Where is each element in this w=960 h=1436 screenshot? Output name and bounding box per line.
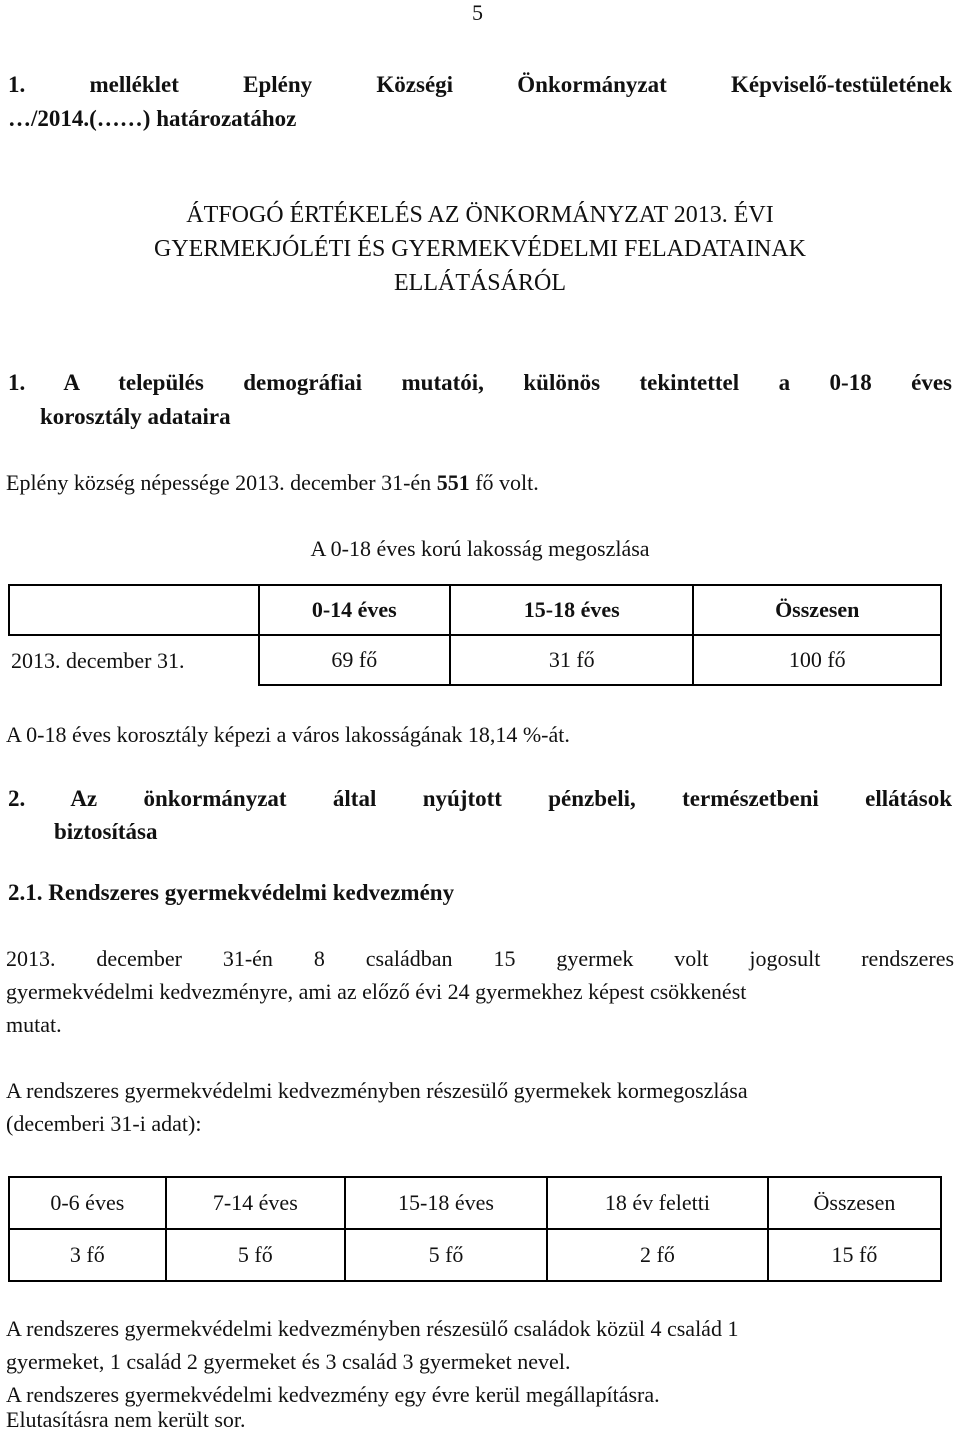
paragraph-3-line-1: A rendszeres gyermekvédelmi kedvezményben részesülő családok közül 4 család 1 [6, 1316, 739, 1341]
section-2-heading-line-2: biztosítása [54, 819, 158, 844]
population-value: 551 [436, 470, 470, 495]
paragraph-5: Elutasításra nem került sor. [6, 1407, 246, 1432]
heading-word: ellátások [865, 786, 952, 811]
table-cell: 15 fő [768, 1229, 941, 1281]
table-header-cell: 18 év feletti [547, 1177, 768, 1229]
table-row-label: 2013. december 31. [11, 647, 185, 673]
paragraph-word: rendszeres [861, 946, 955, 971]
table-row [9, 635, 941, 685]
attachment-line-2: …/2014.(……) határozatához [8, 106, 297, 131]
table-cell: 2 fő [547, 1229, 768, 1281]
table-header-cell: 15-18 éves [345, 1177, 547, 1229]
paragraph-word: volt [674, 946, 709, 971]
heading-word: nyújtott [422, 786, 502, 811]
attachment-word: 1. [8, 72, 26, 97]
paragraph-word: december [96, 946, 182, 971]
age-table-caption: A 0-18 éves korú lakosság megoszlása [310, 536, 650, 561]
heading-word: éves [911, 370, 953, 395]
table-header-cell: Összesen [768, 1177, 941, 1229]
page-number: 5 [472, 0, 483, 25]
paragraph-word: 8 [313, 946, 325, 971]
paragraph-word: 31-én [222, 946, 273, 971]
document-title-line-2: GYERMEKJÓLÉTI ÉS GYERMEKVÉDELMI FELADATAINAK [153, 236, 807, 262]
heading-word: demográfiai [243, 370, 363, 395]
table-cell: 3 fő [9, 1229, 166, 1281]
heading-word: különös [523, 370, 601, 395]
attachment-word: Eplény [243, 72, 313, 97]
paragraph-3-line-2: gyermeket, 1 család 2 gyermeket és 3 család 3 gyermeket nevel. [6, 1349, 571, 1374]
heading-word: tekintettel [639, 370, 740, 395]
population-text-pre: Eplény község népessége 2013. december 31-én [6, 470, 437, 495]
table-cell: 5 fő [345, 1229, 547, 1281]
table-header-cell: 0-6 éves [9, 1177, 166, 1229]
paragraph-word: 15 [493, 946, 516, 971]
paragraph-word: családban [365, 946, 453, 971]
table-header-cell: 7-14 éves [166, 1177, 345, 1229]
paragraph-1-line-2: gyermekvédelmi kedvezményre, ami az előző évi 24 gyermekhez képest csökkenést [6, 979, 747, 1004]
heading-word: A [63, 370, 79, 395]
age-share-text: A 0-18 éves korosztály képezi a város lakosságának 18,14 %-át. [6, 722, 570, 747]
heading-word: 0-18 [829, 370, 872, 395]
heading-word: település [118, 370, 204, 395]
document-title-line-1: ÁTFOGÓ ÉRTÉKELÉS AZ ÖNKORMÁNYZAT 2013. ÉVI [186, 202, 774, 228]
table-cell: 5 fő [166, 1229, 345, 1281]
age-distribution-table [8, 584, 942, 686]
paragraph-4: A rendszeres gyermekvédelmi kedvezmény egy évre kerül megállapításra. [6, 1382, 660, 1407]
table-header-cell: Összesen [693, 585, 941, 635]
table-cell: 31 fő [450, 635, 693, 685]
heading-word: természetbeni [682, 786, 819, 811]
table-cell: 100 fő [693, 635, 941, 685]
attachment-word: Önkormányzat [517, 72, 667, 97]
attachment-line-1 [8, 68, 952, 102]
section-1-heading-line-2: korosztály adataira [40, 404, 231, 429]
heading-word: által [332, 786, 377, 811]
attachment-word: melléklet [89, 72, 179, 97]
heading-word: Az [70, 786, 98, 811]
table-header-cell: 0-14 éves [259, 585, 451, 635]
heading-word: 2. [8, 786, 26, 811]
heading-word: mutatói, [401, 370, 484, 395]
heading-word: pénzbeli, [548, 786, 636, 811]
attachment-word: Községi [376, 72, 454, 97]
table-header-row [9, 1177, 941, 1229]
table-row [9, 1229, 941, 1281]
section-2-heading-line-1 [8, 782, 952, 815]
table-header-row [9, 585, 941, 635]
paragraph-1-line-3: mutat. [6, 1012, 62, 1037]
heading-word: önkormányzat [143, 786, 287, 811]
document-title-line-3: ELLÁTÁSÁRÓL [394, 270, 566, 296]
heading-word: a [778, 370, 791, 395]
paragraph-word: 2013. [6, 946, 56, 971]
population-sentence [6, 466, 954, 499]
subsection-2-1-heading: 2.1. Rendszeres gyermekvédelmi kedvezmény [8, 880, 455, 905]
table-header-empty-cell [9, 585, 259, 635]
table-header-cell: 15-18 éves [450, 585, 693, 635]
paragraph-1-line-1 [6, 942, 954, 975]
paragraph-word: jogosult [749, 946, 821, 971]
section-1-heading-line-1 [8, 366, 952, 400]
heading-word: 1. [8, 370, 26, 395]
paragraph-2-line-1: A rendszeres gyermekvédelmi kedvezményben részesülő gyermekek kormegoszlása [6, 1078, 748, 1103]
paragraph-2-line-2: (decemberi 31-i adat): [6, 1111, 202, 1136]
table-cell: 69 fő [259, 635, 451, 685]
benefit-age-table [8, 1176, 942, 1282]
attachment-word: Képviselő-testületének [731, 72, 953, 97]
paragraph-word: gyermek [556, 946, 634, 971]
population-text-post: fő volt. [469, 470, 539, 495]
